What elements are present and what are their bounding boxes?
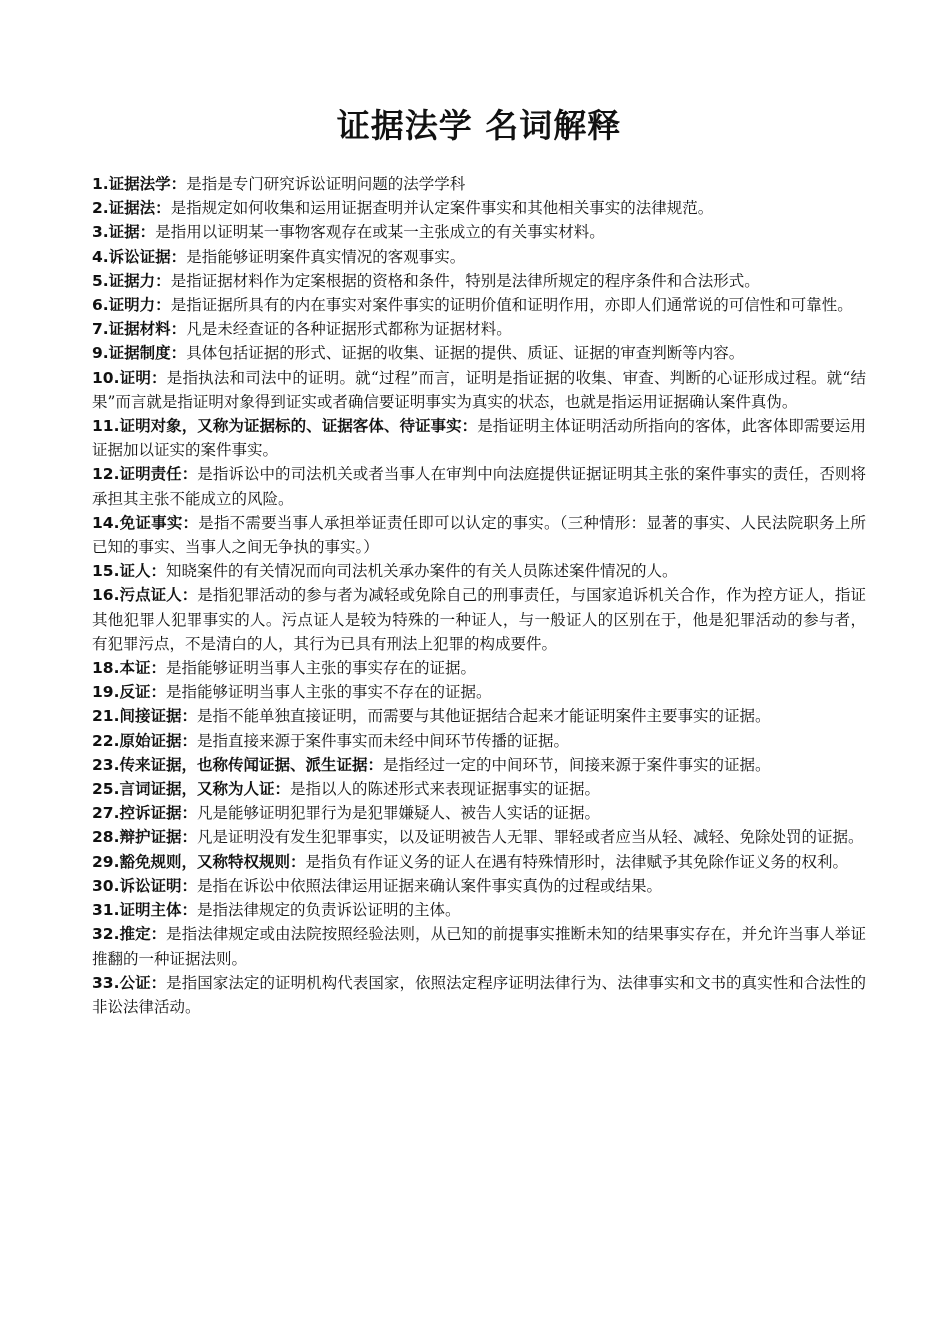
glossary-entry [92,220,866,244]
glossary-term: 25.言词证据，又称为人证： [92,780,290,799]
glossary-entry [92,777,866,801]
glossary-term: 31.证明主体： [92,901,197,920]
glossary-term: 15.证人： [92,562,166,581]
glossary-term: 9.证据制度： [92,344,187,363]
glossary-entry [92,729,866,753]
glossary-definition: 是指能够证明当事人主张的事实不存在的证据。 [165,683,492,702]
glossary-term: 7.证据材料： [92,320,187,339]
glossary-entry [92,317,866,341]
glossary-term: 5.证据力： [92,271,171,290]
glossary-term: 21.间接证据： [92,707,197,726]
glossary-definition: 是指经过一定的中间环节，间接来源于案件事实的证据。 [382,755,771,774]
glossary-definition: 是指证明主体证明活动所指向的客体，此客体即需要运用证据加以证实的案件事实。 [92,417,866,460]
glossary-entry [92,874,866,898]
glossary-entry [92,825,866,849]
glossary-term: 18.本证： [92,659,166,678]
glossary-term: 30.诉讼证明： [92,876,197,895]
glossary-entry [92,898,866,922]
glossary-definition: 是指法律规定或由法院按照经验法则，从已知的前提事实推断未知的结果事实存在，并允许当事人举证推翻的一种证据法则。 [92,925,866,968]
glossary-entry [92,680,866,704]
glossary-definition: 凡是能够证明犯罪行为是犯罪嫌疑人、被告人实话的证据。 [196,804,600,823]
glossary-entry [92,172,866,196]
glossary-term: 2.证据法： [92,199,171,218]
glossary-definition: 具体包括证据的形式、证据的收集、证据的提供、质证、证据的审查判断等内容。 [186,344,745,363]
glossary-entry [92,583,866,656]
glossary-term: 14.免证事实： [92,513,199,532]
glossary-term: 1.证据法学： [92,175,187,193]
glossary-entry [92,704,866,728]
glossary-definition: 是指规定如何收集和运用证据查明并认定案件事实和其他相关事实的法律规范。 [170,199,714,218]
glossary-definition: 是指法律规定的负责诉讼证明的主体。 [196,901,461,920]
glossary-definition: 是指以人的陈述形式来表现证据事实的证据。 [289,780,600,799]
glossary-term: 10.证明： [92,368,167,387]
glossary-term: 28.辩护证据： [92,828,197,847]
glossary-entry [92,196,866,220]
glossary-term: 29.豁免规则，又称特权规则： [92,852,306,871]
glossary-entry [92,245,866,269]
glossary-entry [92,559,866,583]
glossary-entry [92,341,866,365]
glossary-definition: 是指证据所具有的内在事实对案件事实的证明价值和证明作用，亦即人们通常说的可信性和可靠性。 [170,296,853,315]
glossary-term: 11.证明对象，又称为证据标的、证据客体、待证事实： [92,417,478,436]
glossary-definition: 是指能够证明当事人主张的事实存在的证据。 [165,659,476,678]
glossary-definition: 凡是证明没有发生犯罪事实，以及证明被告人无罪、罪轻或者应当从轻、减轻、免除处罚的证据。 [196,828,864,847]
page-title: 证据法学 名词解释 [336,106,622,145]
glossary-entry [92,801,866,825]
glossary-definition: 是指在诉讼中依照法律运用证据来确认案件事实真伪的过程或结果。 [196,876,662,895]
glossary-entry [92,269,866,293]
glossary-entry [92,850,866,874]
glossary-definition: 知晓案件的有关情况而向司法机关承办案件的有关人员陈述案件情况的人。 [165,562,678,581]
glossary-term: 4.诉讼证据： [92,247,187,266]
glossary-term: 3.证据： [92,223,156,242]
glossary-entry [92,753,866,777]
glossary-definition: 是指执法和司法中的证明。就“过程”而言，证明是指证据的收集、审查、判断的心证形成过程。就“结果”而言就是指证明对象得到证实或者确信要证明事实为真实的状态，也就是指运用证据确认案件真伪。 [92,368,866,411]
glossary-definition: 是指诉讼中的司法机关或者当事人在审判中向法庭提供证据证明其主张的案件事实的责任，否则将承担其主张不能成立的风险。 [92,465,866,508]
glossary-term: 32.推定： [92,925,167,944]
glossary-definition: 是指负有作证义务的证人在遇有特殊情形时，法律赋予其免除作证义务的权利。 [305,852,848,871]
glossary-term: 6.证明力： [92,296,171,315]
glossary-entry [92,414,866,462]
glossary-definition: 凡是未经查证的各种证据形式都称为证据材料。 [186,320,512,339]
glossary-definition: 是指是专门研究诉讼证明问题的法学学科 [186,175,466,193]
glossary-entry [92,971,866,1019]
glossary-term: 19.反证： [92,683,166,702]
glossary-entry [92,462,866,510]
glossary-term: 27.控诉证据： [92,804,197,823]
glossary-term: 22.原始证据： [92,731,197,750]
glossary-term: 12.证明责任： [92,465,198,484]
glossary-term: 16.污点证人： [92,586,198,605]
glossary-definition: 是指用以证明某一事物客观存在或某一主张成立的有关事实材料。 [155,223,605,242]
glossary-definition: 是指国家法定的证明机构代表国家，依照法定程序证明法律行为、法律事实和文书的真实性和合法性的非讼法律活动。 [92,973,866,1016]
glossary-term: 33.公证： [92,973,167,992]
glossary-entry [92,293,866,317]
glossary-definition: 是指犯罪活动的参与者为减轻或免除自己的刑事责任，与国家追诉机关合作，作为控方证人，指证其他犯罪人犯罪事实的人。污点证人是较为特殊的一种证人，与一般证人的区别在于，他是犯罪活动的参与者，有犯罪污点，不是清白的人，其行为已具有刑法上犯罪的构成要件。 [92,586,866,653]
glossary-entry [92,922,866,970]
glossary-list [92,172,866,1019]
glossary-definition: 是指能够证明案件真实情况的客观事实。 [186,247,466,266]
glossary-definition: 是指不能单独直接证明，而需要与其他证据结合起来才能证明案件主要事实的证据。 [196,707,771,726]
glossary-entry [92,656,866,680]
glossary-term: 23.传来证据，也称传闻证据、派生证据： [92,755,383,774]
glossary-definition: 是指不需要当事人承担举证责任即可以认定的事实。（三种情形：显著的事实、人民法院职务上所已知的事实、当事人之间无争执的事实。） [92,513,866,557]
glossary-entry [92,511,866,559]
glossary-definition: 是指证据材料作为定案根据的资格和条件，特别是法律所规定的程序条件和合法形式。 [170,271,760,290]
glossary-entry [92,366,866,414]
glossary-definition: 是指直接来源于案件事实而未经中间环节传播的证据。 [196,731,569,750]
